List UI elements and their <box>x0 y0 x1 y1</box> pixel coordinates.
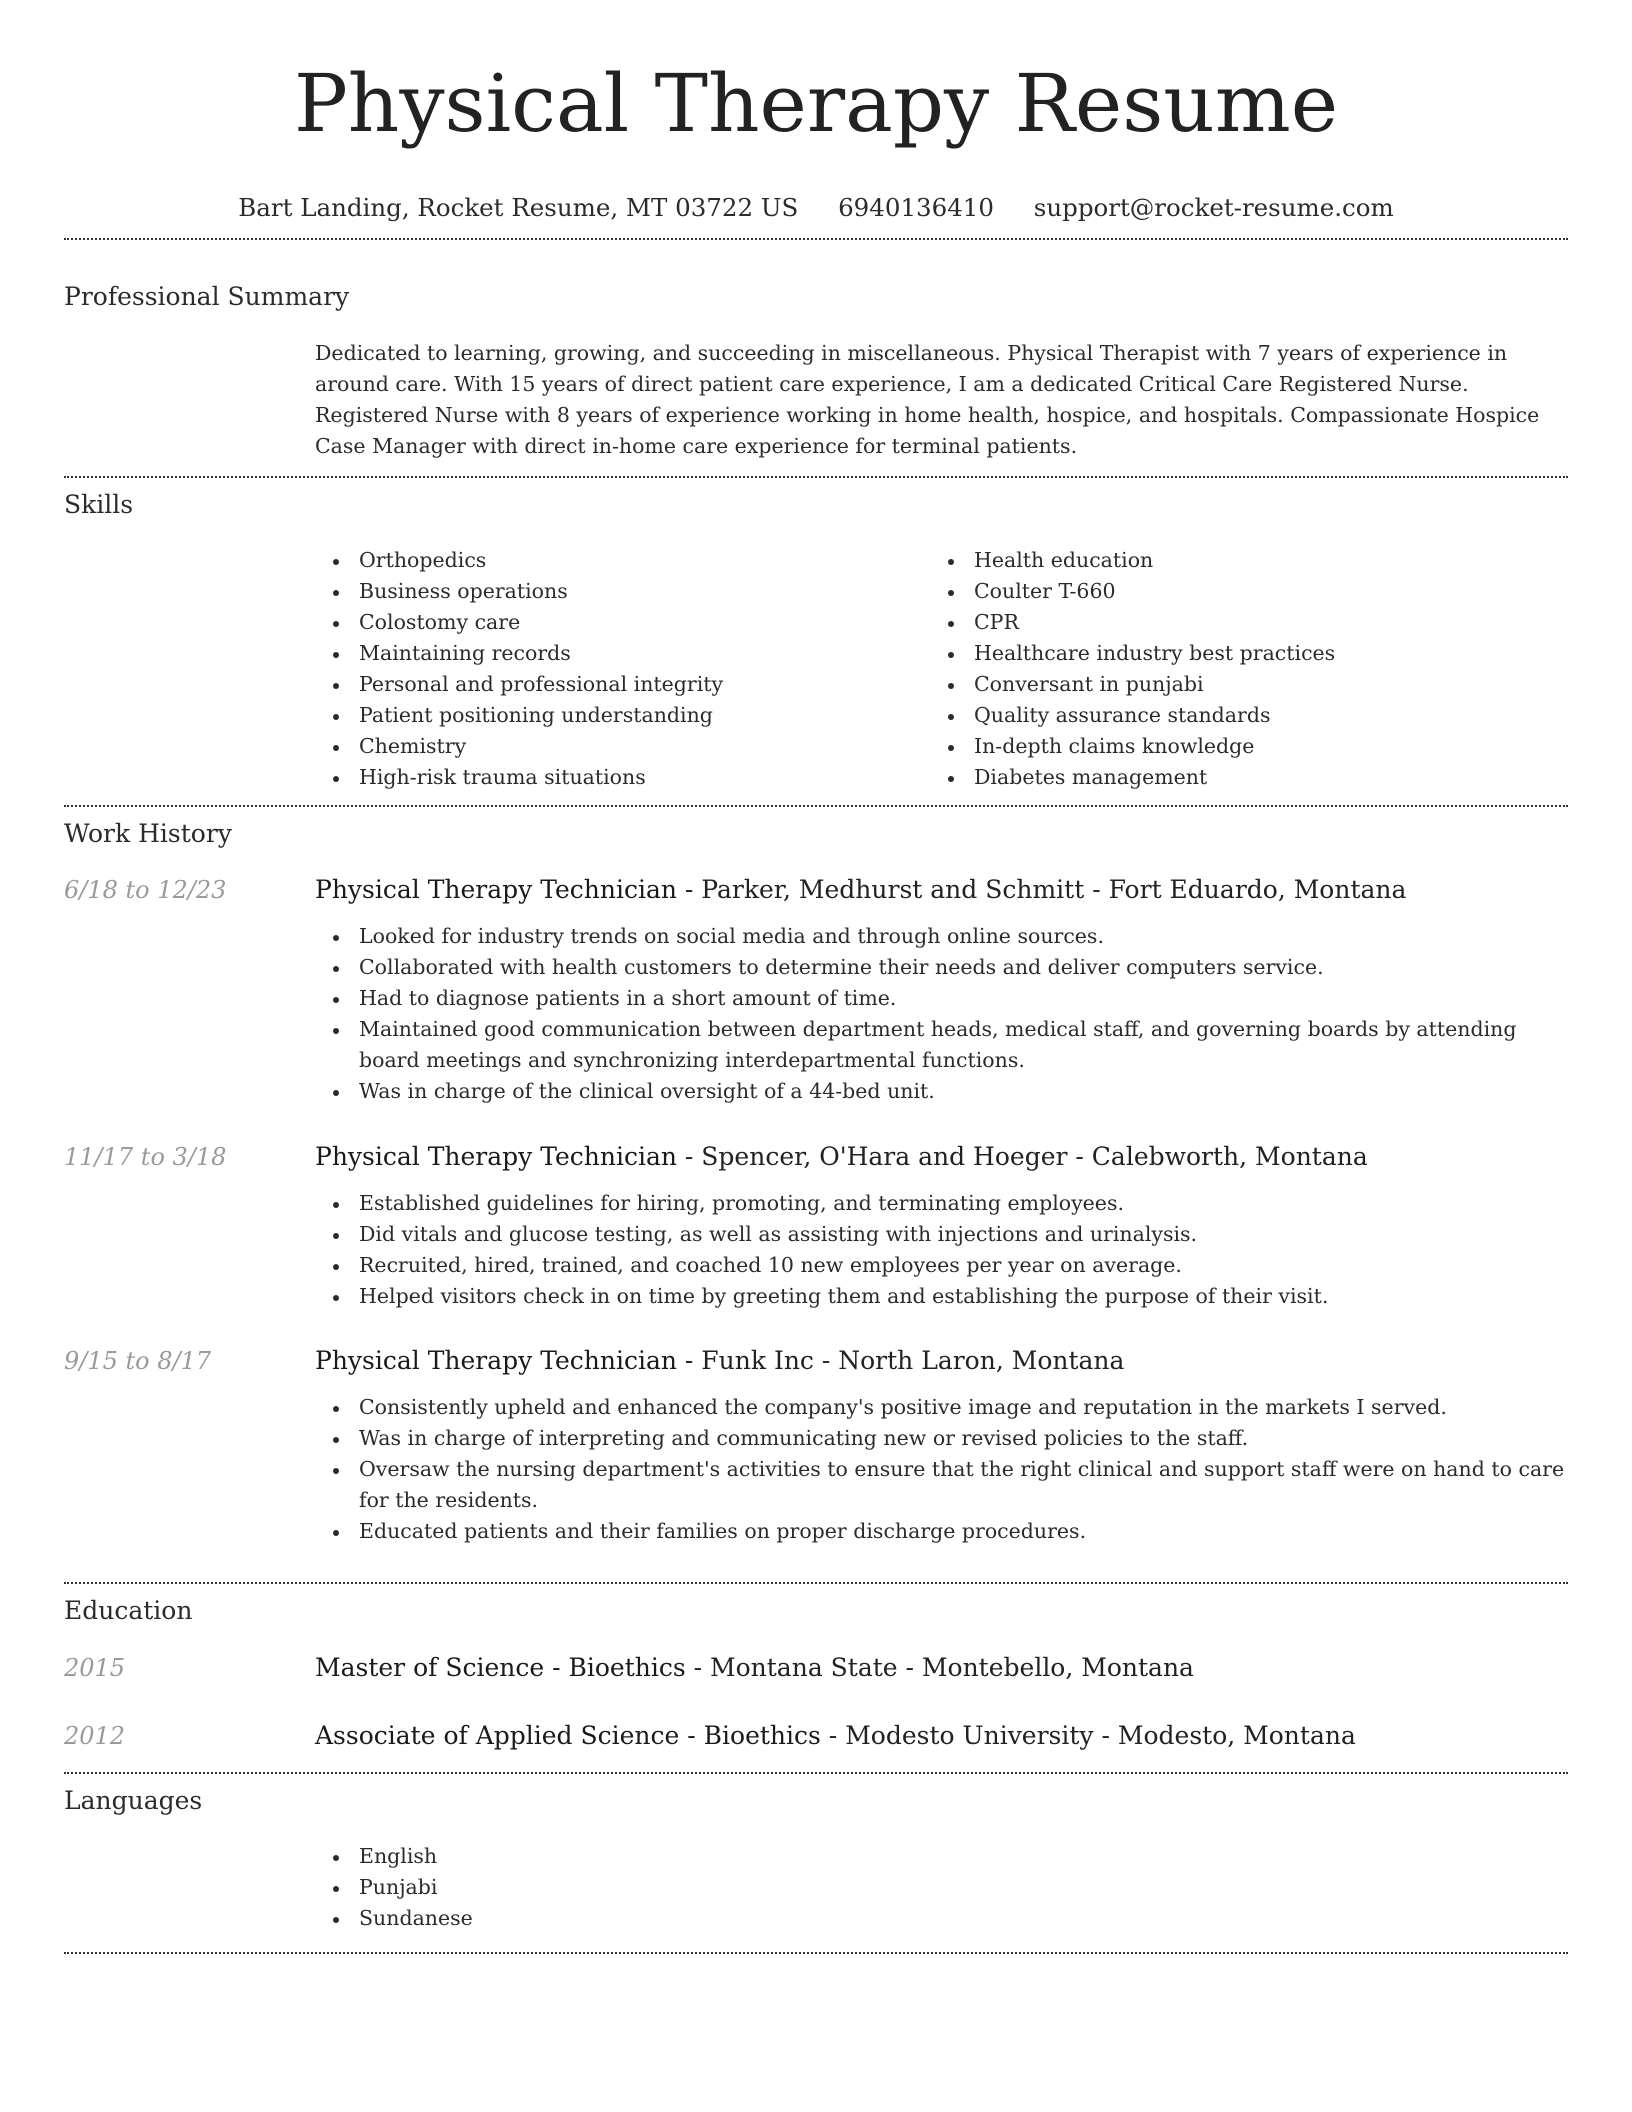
list-item: Collaborated with health customers to determine their needs and deliver computers service. <box>315 952 1568 983</box>
education-degree: Master of Science - Bioethics <box>315 1653 686 1682</box>
divider-education <box>64 1772 1568 1774</box>
job-entry <box>64 1140 1568 1312</box>
job-employer: - Funk Inc - North Laron, Montana <box>676 1346 1125 1375</box>
list-item: Health education <box>930 545 1545 576</box>
job-role: Physical Therapy Technician <box>315 875 677 904</box>
job-entry <box>64 1344 1568 1547</box>
education-degree: Associate of Applied Science - Bioethics <box>315 1721 821 1750</box>
education-school: - Montana State - Montebello, Montana <box>685 1653 1194 1682</box>
list-item: Diabetes management <box>930 762 1545 793</box>
section-title-work: Work History <box>64 819 232 848</box>
education-heading <box>315 1719 1568 1753</box>
section-title-skills: Skills <box>64 490 134 519</box>
list-item: Looked for industry trends on social media and through online sources. <box>315 921 1568 952</box>
education-entry <box>64 1719 1568 1753</box>
contact-phone: 6940136410 <box>838 193 994 222</box>
list-item: Personal and professional integrity <box>315 669 930 700</box>
job-role: Physical Therapy Technician <box>315 1142 677 1171</box>
list-item: Quality assurance standards <box>930 700 1545 731</box>
skills-list-left <box>315 545 930 793</box>
resume-page <box>64 0 1568 2112</box>
job-employer: - Spencer, O'Hara and Hoeger - Calebworth, Montana <box>676 1142 1368 1171</box>
job-duties <box>315 1392 1568 1547</box>
job-duties <box>315 1188 1568 1312</box>
section-title-languages: Languages <box>64 1786 203 1815</box>
summary-text: Dedicated to learning, growing, and succeeding in miscellaneous. Physical Therapist with 7 years of experience in around care. With 15 years of direct patient care experience, I am a dedicated Critical Care Registered Nurse. Registered Nurse with 8 years of experience working in home health, hospice, and hospitals. Compassionate Hospice Case Manager with direct in-home care experience for terminal patients. <box>315 341 1540 458</box>
list-item: Conversant in punjabi <box>930 669 1545 700</box>
list-item: Healthcare industry best practices <box>930 638 1545 669</box>
education-year: 2012 <box>64 1722 126 1750</box>
list-item: Educated patients and their families on proper discharge procedures. <box>315 1516 1568 1547</box>
skills-grid <box>315 545 1568 793</box>
list-item: Recruited, hired, trained, and coached 10 new employees per year on average. <box>315 1250 1568 1281</box>
divider-work <box>64 1582 1568 1584</box>
resume-title: Physical Therapy Resume <box>293 57 1339 150</box>
list-item: CPR <box>930 607 1545 638</box>
divider-header <box>64 238 1568 240</box>
list-item: Consistently upheld and enhanced the company's positive image and reputation in the markets I served. <box>315 1392 1568 1423</box>
list-item: Was in charge of interpreting and communicating new or revised policies to the staff. <box>315 1423 1568 1454</box>
job-employer: - Parker, Medhurst and Schmitt - Fort Eduardo, Montana <box>676 875 1407 904</box>
list-item: Oversaw the nursing department's activities to ensure that the right clinical and support staff were on hand to care for the residents. <box>315 1454 1568 1516</box>
resume-header <box>64 0 1568 224</box>
languages-list <box>315 1841 1568 1934</box>
job-role: Physical Therapy Technician <box>315 1346 677 1375</box>
section-title-summary: Professional Summary <box>64 282 350 311</box>
divider-skills <box>64 805 1568 807</box>
list-item: Chemistry <box>315 731 930 762</box>
list-item: Orthopedics <box>315 545 930 576</box>
contact-email: support@rocket-resume.com <box>1033 193 1394 222</box>
section-title-education: Education <box>64 1596 193 1625</box>
list-item: Punjabi <box>315 1872 1568 1903</box>
list-item: Business operations <box>315 576 930 607</box>
contact-line <box>64 192 1568 224</box>
divider-languages <box>64 1952 1568 1954</box>
divider-summary <box>64 476 1568 478</box>
education-year: 2015 <box>64 1654 126 1682</box>
job-dates: 11/17 to 3/18 <box>64 1143 227 1171</box>
list-item: In-depth claims knowledge <box>930 731 1545 762</box>
list-item: Maintaining records <box>315 638 930 669</box>
list-item: Sundanese <box>315 1903 1568 1934</box>
job-heading <box>315 1140 1568 1174</box>
contact-address: Bart Landing, Rocket Resume, MT 03722 US <box>238 193 799 222</box>
list-item: High-risk trauma situations <box>315 762 930 793</box>
education-school: - Modesto University - Modesto, Montana <box>820 1721 1356 1750</box>
list-item: Helped visitors check in on time by greeting them and establishing the purpose of their visit. <box>315 1281 1568 1312</box>
job-dates: 9/15 to 8/17 <box>64 1347 212 1375</box>
job-duties <box>315 921 1568 1107</box>
list-item: Colostomy care <box>315 607 930 638</box>
job-entry <box>64 873 1568 1107</box>
list-item: Coulter T-660 <box>930 576 1545 607</box>
list-item: English <box>315 1841 1568 1872</box>
list-item: Did vitals and glucose testing, as well as assisting with injections and urinalysis. <box>315 1219 1568 1250</box>
list-item: Maintained good communication between department heads, medical staff, and governing boards by attending board meetings and synchronizing interdepartmental functions. <box>315 1014 1568 1076</box>
list-item: Patient positioning understanding <box>315 700 930 731</box>
job-dates: 6/18 to 12/23 <box>64 876 227 904</box>
list-item: Established guidelines for hiring, promoting, and terminating employees. <box>315 1188 1568 1219</box>
list-item: Was in charge of the clinical oversight of a 44-bed unit. <box>315 1076 1568 1107</box>
job-heading <box>315 1344 1568 1378</box>
skills-list-right <box>930 545 1545 793</box>
education-heading <box>315 1651 1568 1685</box>
education-entry <box>64 1651 1568 1685</box>
list-item: Had to diagnose patients in a short amount of time. <box>315 983 1568 1014</box>
job-heading <box>315 873 1568 907</box>
